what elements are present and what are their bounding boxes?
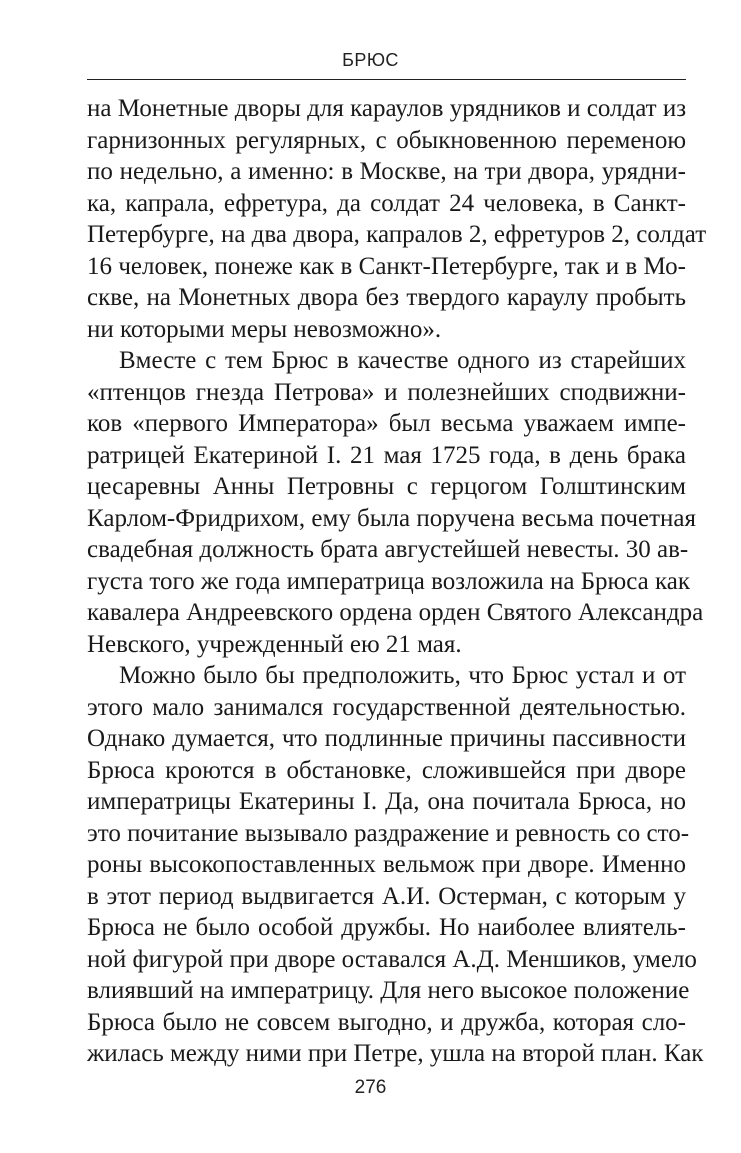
text-line: влиявший на императрицу. Для него высокое положение	[87, 977, 690, 1004]
text-line: Карлом-Фридрихом, ему была поручена весьма почетная	[87, 504, 696, 532]
text-line: Брюса было не совсем выгодно, и дружба, которая сло-	[87, 1008, 686, 1036]
text-line: Брюса кроются в обстановке, сложившейся при дворе	[87, 756, 686, 784]
text-line: императрицы Екатерины I. Да, она почитала Брюса, но	[87, 788, 686, 815]
text-line: ков «первого Императора» был весьма уважаем импе-	[87, 410, 686, 437]
text-line: Петербурге, на два двора, капралов 2, ефретуров 2, солдат	[87, 221, 707, 248]
page-number: 276	[354, 1077, 387, 1098]
text-line: «птенцов гнезда Петрова» и полезнейших сподвижни-	[87, 378, 686, 406]
text-line-paragraph-end: Невского, учрежденный ею 21 мая.	[87, 630, 462, 658]
text-line: Брюса не было особой дружбы. Но наиболее влиятель-	[87, 914, 686, 941]
text-line: цесаревны Анны Петровны с герцогом Голштинским	[87, 473, 686, 500]
text-line: в этот период выдвигается А.И. Остерман, с которым у	[87, 882, 686, 910]
text-line: по недельно, а именно: в Москве, на три двора, урядни-	[87, 158, 686, 185]
text-line: свадебная должность брата августейшей невесты. 30 ав-	[87, 536, 689, 563]
text-line: 16 человек, понеже как в Санкт-Петербурге, так и в Мо-	[87, 252, 686, 280]
text-line: жилась между ними при Петре, ушла на второй план. Как	[87, 1040, 704, 1067]
text-line: этого мало занимался государственной деятельностью.	[87, 693, 686, 721]
header-rule	[87, 79, 686, 80]
text-line: Однако думается, что подлинные причины пассивности	[87, 725, 686, 752]
text-line: кавалера Андреевского ордена орден Святого Александра	[87, 599, 704, 626]
text-line-paragraph-start: Можно было бы предположить, что Брюс устал и от	[119, 662, 686, 689]
text-line-paragraph-end: ни которыми меры невозможно».	[87, 315, 442, 343]
text-line: ка, капрала, ефретура, да солдат 24 человека, в Санкт-	[87, 189, 686, 217]
text-line: роны высокопоставленных вельмож при дворе. Именно	[87, 851, 686, 878]
text-line: густа того же года императрица возложила на Брюса как	[87, 567, 690, 595]
page-body	[87, 93, 707, 1070]
text-line: ной фигурой при дворе оставался А.Д. Меншиков, умело	[87, 945, 697, 973]
text-line: это почитание вызывало раздражение и ревность со сто-	[87, 819, 690, 847]
text-line: гарнизонных регулярных, с обыкновенною переменою	[87, 126, 686, 154]
running-head: БРЮС	[342, 50, 399, 70]
text-line: ратрицей Екатериной I. 21 мая 1725 года, в день брака	[87, 441, 686, 469]
text-line: скве, на Монетных двора без твердого караулу пробыть	[87, 284, 686, 311]
text-line-paragraph-start: Вместе с тем Брюс в качестве одного из старейших	[119, 347, 686, 374]
text-line: на Монетные дворы для караулов урядников и солдат из	[87, 95, 687, 122]
